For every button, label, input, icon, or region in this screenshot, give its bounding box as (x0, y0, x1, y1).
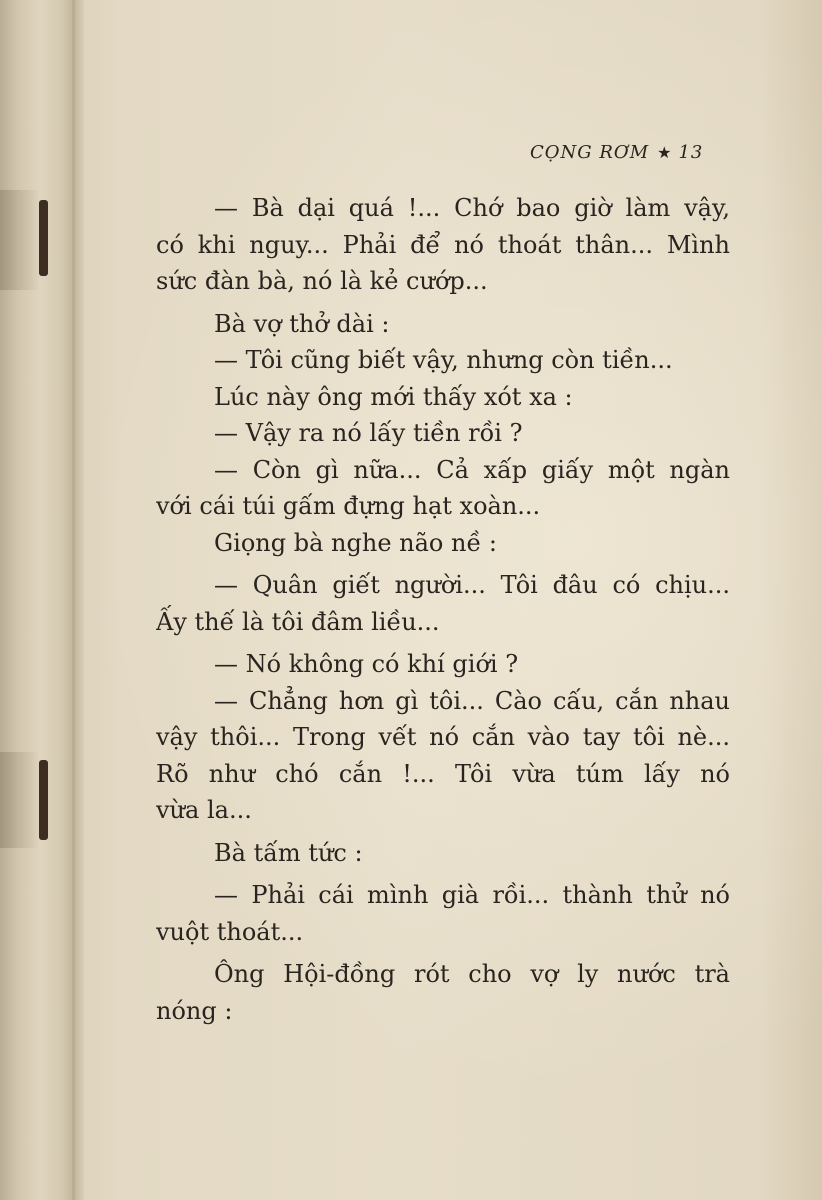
text-line: vuột thoát... (156, 917, 304, 946)
body-text (156, 190, 730, 1029)
text-line: nóng : (156, 996, 233, 1025)
paragraph (156, 379, 730, 416)
text-line: — Chẳng hơn gì tôi... Cào cấu, cắn nhau (214, 686, 730, 715)
paragraph (156, 956, 730, 1029)
text-line: Giọng bà nghe não nề : (214, 528, 497, 557)
paragraph (156, 306, 730, 343)
paragraph (156, 190, 730, 300)
text-line: sức đàn bà, nó là kẻ cướp... (156, 267, 488, 295)
page-fold-edge (72, 0, 75, 1200)
paragraph (156, 415, 730, 452)
text-line: Rõ như chó cắn !... Tôi vừa túm lấy nó (156, 759, 730, 788)
text-line: — Nó không có khí giới ? (214, 650, 519, 678)
star-icon: ★ (657, 143, 673, 162)
paragraph (156, 342, 730, 379)
text-line: có khi nguy... Phải để nó thoát thân... Mình (156, 230, 730, 259)
paragraph (156, 646, 730, 683)
text-line: với cái túi gấm đựng hạt xoàn... (156, 492, 541, 520)
text-line: — Vậy ra nó lấy tiền rồi ? (214, 419, 523, 447)
text-line: vừa la... (156, 796, 252, 824)
text-line: Lúc này ông mới thấy xót xa : (214, 382, 573, 411)
running-header-title: CỌNG RƠM (530, 142, 650, 163)
text-line: Bà vợ thở dài : (214, 309, 390, 338)
text-line: Ấy thế là tôi đâm liều... (156, 607, 440, 636)
text-line: Ông Hội-đồng rót cho vợ ly nước trà (214, 960, 730, 988)
staple-bottom (39, 760, 48, 840)
paragraph (156, 567, 730, 640)
paragraph (156, 877, 730, 950)
staple-shadow-bottom (0, 752, 40, 848)
staple-top (39, 200, 48, 276)
paragraph (156, 835, 730, 872)
running-header (530, 142, 703, 163)
paragraph (156, 683, 730, 829)
text-line: — Bà dại quá !... Chớ bao giờ làm vậy, (214, 194, 730, 222)
text-line: — Tôi cũng biết vậy, nhưng còn tiền... (214, 346, 673, 374)
text-line: — Còn gì nữa... Cả xấp giấy một ngàn (214, 455, 730, 484)
page-number: 13 (678, 142, 704, 163)
text-line: vậy thôi... Trong vết nó cắn vào tay tôi nè... (156, 723, 730, 751)
text-line: — Quân giết người... Tôi đâu có chịu... (214, 571, 730, 599)
paragraph (156, 452, 730, 525)
text-line: — Phải cái mình già rồi... thành thử nó (214, 881, 730, 909)
paragraph (156, 525, 730, 562)
text-line: Bà tấm tức : (214, 838, 363, 867)
staple-shadow-top (0, 190, 40, 290)
